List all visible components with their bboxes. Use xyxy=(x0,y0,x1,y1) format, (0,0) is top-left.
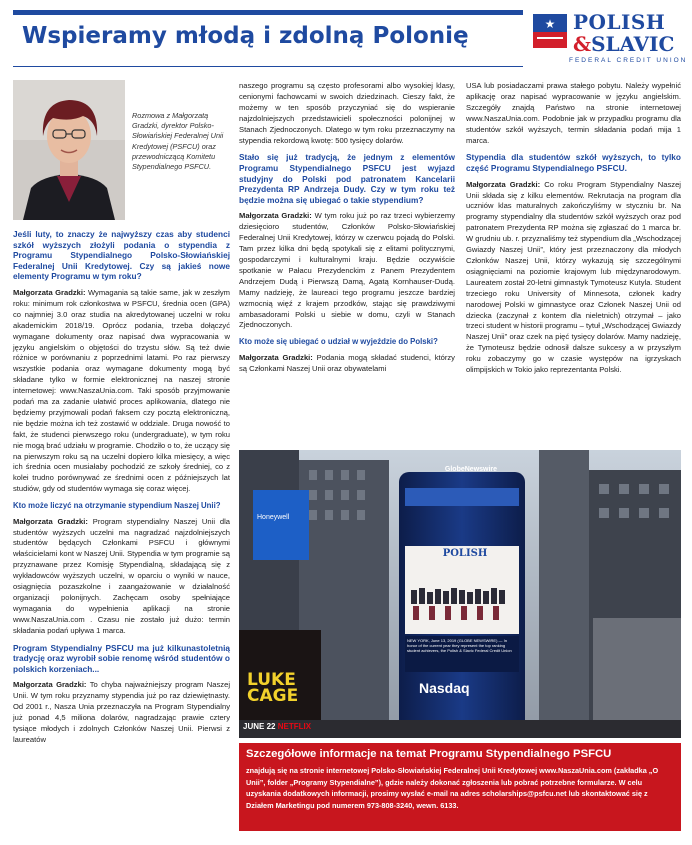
top-rule xyxy=(13,10,523,15)
question-5: Kto może się ubiegać o udział w wyjeździe do Polski? xyxy=(239,337,438,347)
poster-date: JUNE 22 NETFLIX xyxy=(243,722,312,731)
nasdaq-logo: Nasdaq xyxy=(419,680,470,696)
info-panel-body: znajdują się na stronie internetowej Polsko-Słowiańskiej Federalnej Unii Kredytowej www.NaszaUnia.com (zakładka „O Unii”, folder „Programy Stypendialne”), gdzie należy dokonać zgłoszenia lub pobrać potrzebne formularze. W celu uzyskania dodatkowych informacji, prosimy wysłać e-mail na adres scholarships@psfcu.net lub skontaktować się z Działem Marketingu pod numerem 973-808-3240, wewn. 6133. xyxy=(246,766,659,810)
answer-5: Małgorzata Gradzki: Podania mogą składać studenci, którzy są Członkami Naszej Unii oraz obywatelami xyxy=(239,352,455,373)
column-2-continuation: naszego programu są często profesorami albo wysokiej klasy, cenionymi fachowcami w swoich dziedzinach. Cieszy fakt, że możemy w ten sposób przyczyniać się do wspieranie najzdolniejszych przedstawicieli społeczności polonijnej w Stanach Zjednoczonych. Dlatego w tym roku przeznaczymy na stypendia rekordową kwotę: 500 tysięcy dolarów. xyxy=(239,81,455,145)
question-6: Stypendia dla studentów szkół wyższych, to tylko część Programu Stypendialnego PSFCU. xyxy=(466,152,681,174)
billboard-logo: POLISH xyxy=(442,548,488,559)
luke-cage-poster: LUKE CAGE xyxy=(247,670,299,706)
photo-caption: Rozmowa z Małgorzatą Gradzki, dyrektor Polsko-Słowiańskiej Federalnej Unii Kredytowej (PSFCU) oraz przewodniczącą Komitetu Stypendialnego PSFCU. xyxy=(132,111,224,172)
answer-2: Małgorzata Gradzki: Program stypendialny Naszej Unii dla studentów wyższych uczelni ma nagradzać najzdolniejszych studentów będących Członkami PSFCU i głównymi właścicielami kont w Naszej Unii. Stypendia w tym programie są przyznawane przez Komisję Stypendialną, składającą się z wykładowców wyższych uczelni, w oparciu o wyniki w nauce, osiągnięcia pozaszkolne i zaangażowanie w działalność organizacji polonijnych. Zachęcam osoby spełniające wymagania do wypełnienia aplikacji na stronie www.NaszaUnia.com . Czasu nie zostało już dużo: termin składania podań upływa 1 marca. xyxy=(13,516,231,635)
question-3: Program Stypendialny PSFCU ma już kilkunastoletnią tradycję oraz wyrobił sobie renomę wśród studentów o polskich korzeniach... xyxy=(13,642,230,674)
column-3 xyxy=(466,81,681,382)
column-3-continuation: USA lub posiadaczami prawa stałego pobytu. Należy wypełnić aplikację oraz napisać wypracowanie w języku angielskim. Szczegóły znajdą Państwo na stronie internetowej www.NaszaUnia.com. Podobnie jak w przypadku programu dla studentów szkół wyższych, termin składania podań mija 1 marca. xyxy=(466,81,681,145)
billboard-caption: NEW YORK, June 13, 2019 (GLOBE NEWSWIRE) — In honor of the current year they represent the top ranking student achievers, the Polish & Slavic Federal Credit Union xyxy=(407,638,512,653)
info-panel xyxy=(239,743,681,831)
question-2: Kto może liczyć na otrzymanie stypendium Naszej Unii? xyxy=(13,501,221,511)
column-1 xyxy=(13,229,230,752)
nasdaq-billboard-photo xyxy=(239,450,681,738)
info-panel-heading: Szczegółowe informacje na temat Programu Stypendialnego PSFCU xyxy=(246,748,612,760)
logo-line3: FEDERAL CREDIT UNION xyxy=(569,57,688,64)
logo-line1: POLISH xyxy=(573,10,666,34)
answer-1: Małgorzata Gradzki: Wymagania są takie same, jak w zeszłym roku: minimum rok członkostwa w PSFCU, średnia ocen (GPA) co najmniej 3.0 oraz studia na akredytowanej uczelni w roku akademickim 2018/19. Oprócz podania, trzeba dołączyć wymagane dokumenty oraz napisać dwa wypracowania w języku angielskim o objętości do trzystu słów. Są też dwie różnice w porównaniu z poprzednimi latami. Po raz pierwszy wszystkie podania oraz wymagane dokumenty mogą być składane tylko w formie elektronicznej na naszej stronie internetowej: www.NaszaUnia.com. Taki sposób przyjmowanie podań ma za zadanie ułatwić proces aplikowania, dlatego nie będziemy przyjmowali podań faksem czy pocztą elektroniczną, nie będzie można ich też zostawić w oddziale. Druga nowość to fakt, że studenci pierwszego roku (undergraduate), w tym roku nie mogą brać udziału w programie. Chodziło o to, że uczący się na pierwszym roku są na uczelni dopiero kilka miesięcy, a więc ich średnia ocen musiałaby pochodzić ze szkoły średniej, co z kolei trudno porównywać ze średnimi ocen z późniejszych lat studiów, gdy od studentów wymaga się coraz więcej. xyxy=(13,287,230,494)
billboard-globenewswire: GlobeNewswire xyxy=(444,466,498,473)
header-rule xyxy=(13,66,523,67)
column-2 xyxy=(239,81,455,381)
answer-6: Małgorzata Gradzki: Co roku Program Stypendialny Naszej Unii składa się z kilku elementów. Rekrutacja na program dla uczniów klas maturalnych zakończyliśmy w styczniu br. Na programy stypendialny dla studentów szkół wyższych oraz pod patronatem Prezydenta RP można się zgłaszać do 1 marca br. W grudniu ub. r. przyznaliśmy też stypendium dla „Wschodzącej Gwiazdy Naszej Unii”, który jest przeznaczony dla młodych Członków Naszej Unii, którzy wykazują się szczególnymi osiągnięciami na poziomie krajowym lub międzynarodowym. Laureatem został 20-letni gimnastyk Tymoteusz Kutyla. Student trzeciego roku University of Minnesota, członek kadry narodowej Polski w gimnastyce oraz Członek Naszej Unii od dziecka (zaczynał z kontem dla nieletnich) otrzymał – jako trzeci student w historii programu – tytuł „Wschodzącej Gwiazdy Naszej Unii” oraz czek na pięć tysięcy dolarów. Mamy nadzieję, że Tymoteusz będzie odnosił dalsze sukcesy a w przyszłym roku zobaczymy go w czasie występów na igrzyskach olimpijskich w Tokio jako reprezentanta Polski. xyxy=(466,179,681,375)
flag-icon: ★ xyxy=(533,14,567,48)
logo-line2: &SLAVIC xyxy=(573,32,675,56)
answer-3: Małgorzata Gradzki: To chyba najważniejszy program Naszej Unii. W tym roku przyznamy stypendia już po raz dziewiętnasty. Od 2001 r., Nasza Unia przeznaczyła na Program Stypendialny już ponad 4,5 miliona dolarów, nagradzając prawie cztery tysiące młodych i zdolnych Członków Naszej Unii. Pierwsi z laureatów xyxy=(13,680,231,744)
question-1: Jeśli luty, to znaczy że najwyższy czas aby studenci szkół wyższych złożyli podania o stypendia z Programu Stypendialnego Polsko-Słowiańskiej Federalnej Unii Kredytowej. Czy są jakieś nowe elementy Programu w tym roku? xyxy=(13,229,230,282)
psfcu-logo xyxy=(533,10,688,74)
answer-4: Małgorzata Gradzki: W tym roku już po raz trzeci wybierzemy dziesięciorо studentów, Członków Polsko-Słowiańskiej Federalnej Unii Kredytowej, którzy w czerwcu pojadą do Polski. Tam przez kilka dni będą spotykali się z elitami politycznymi, gospodarczymi i kulturalnymi kraju. Będzie oczywiście spotkanie w Pałacu Prezydenckim z Panem Prezydentem Andrzejem Dudą i Pierwszą Damą, Agatą Kornhauser-Dudą. Mamy nadzieję, że laureaci tego programu jeszcze bardziej wzmocnią więź z krajem przodków, stając się prawdziwymi ambasadorami Polski u siebie w domu, czyli w Stanach Zjednoczonych. xyxy=(239,211,455,330)
honeywell-sign: Honeywell xyxy=(257,514,290,521)
question-4: Stało się już tradycją, że jednym z elementów Programu Stypendialnego PSFCU jest wyjazd studyjny do Polski pod patronatem Kancelarii Prezydenta RP Andrzeja Dudy. Czy w tym roku też będzie można się ubiegać o takie stypendium? xyxy=(239,152,455,205)
article-title: Wspieramy młodą i zdolną Polonię xyxy=(22,23,469,49)
portrait-photo xyxy=(13,80,125,220)
